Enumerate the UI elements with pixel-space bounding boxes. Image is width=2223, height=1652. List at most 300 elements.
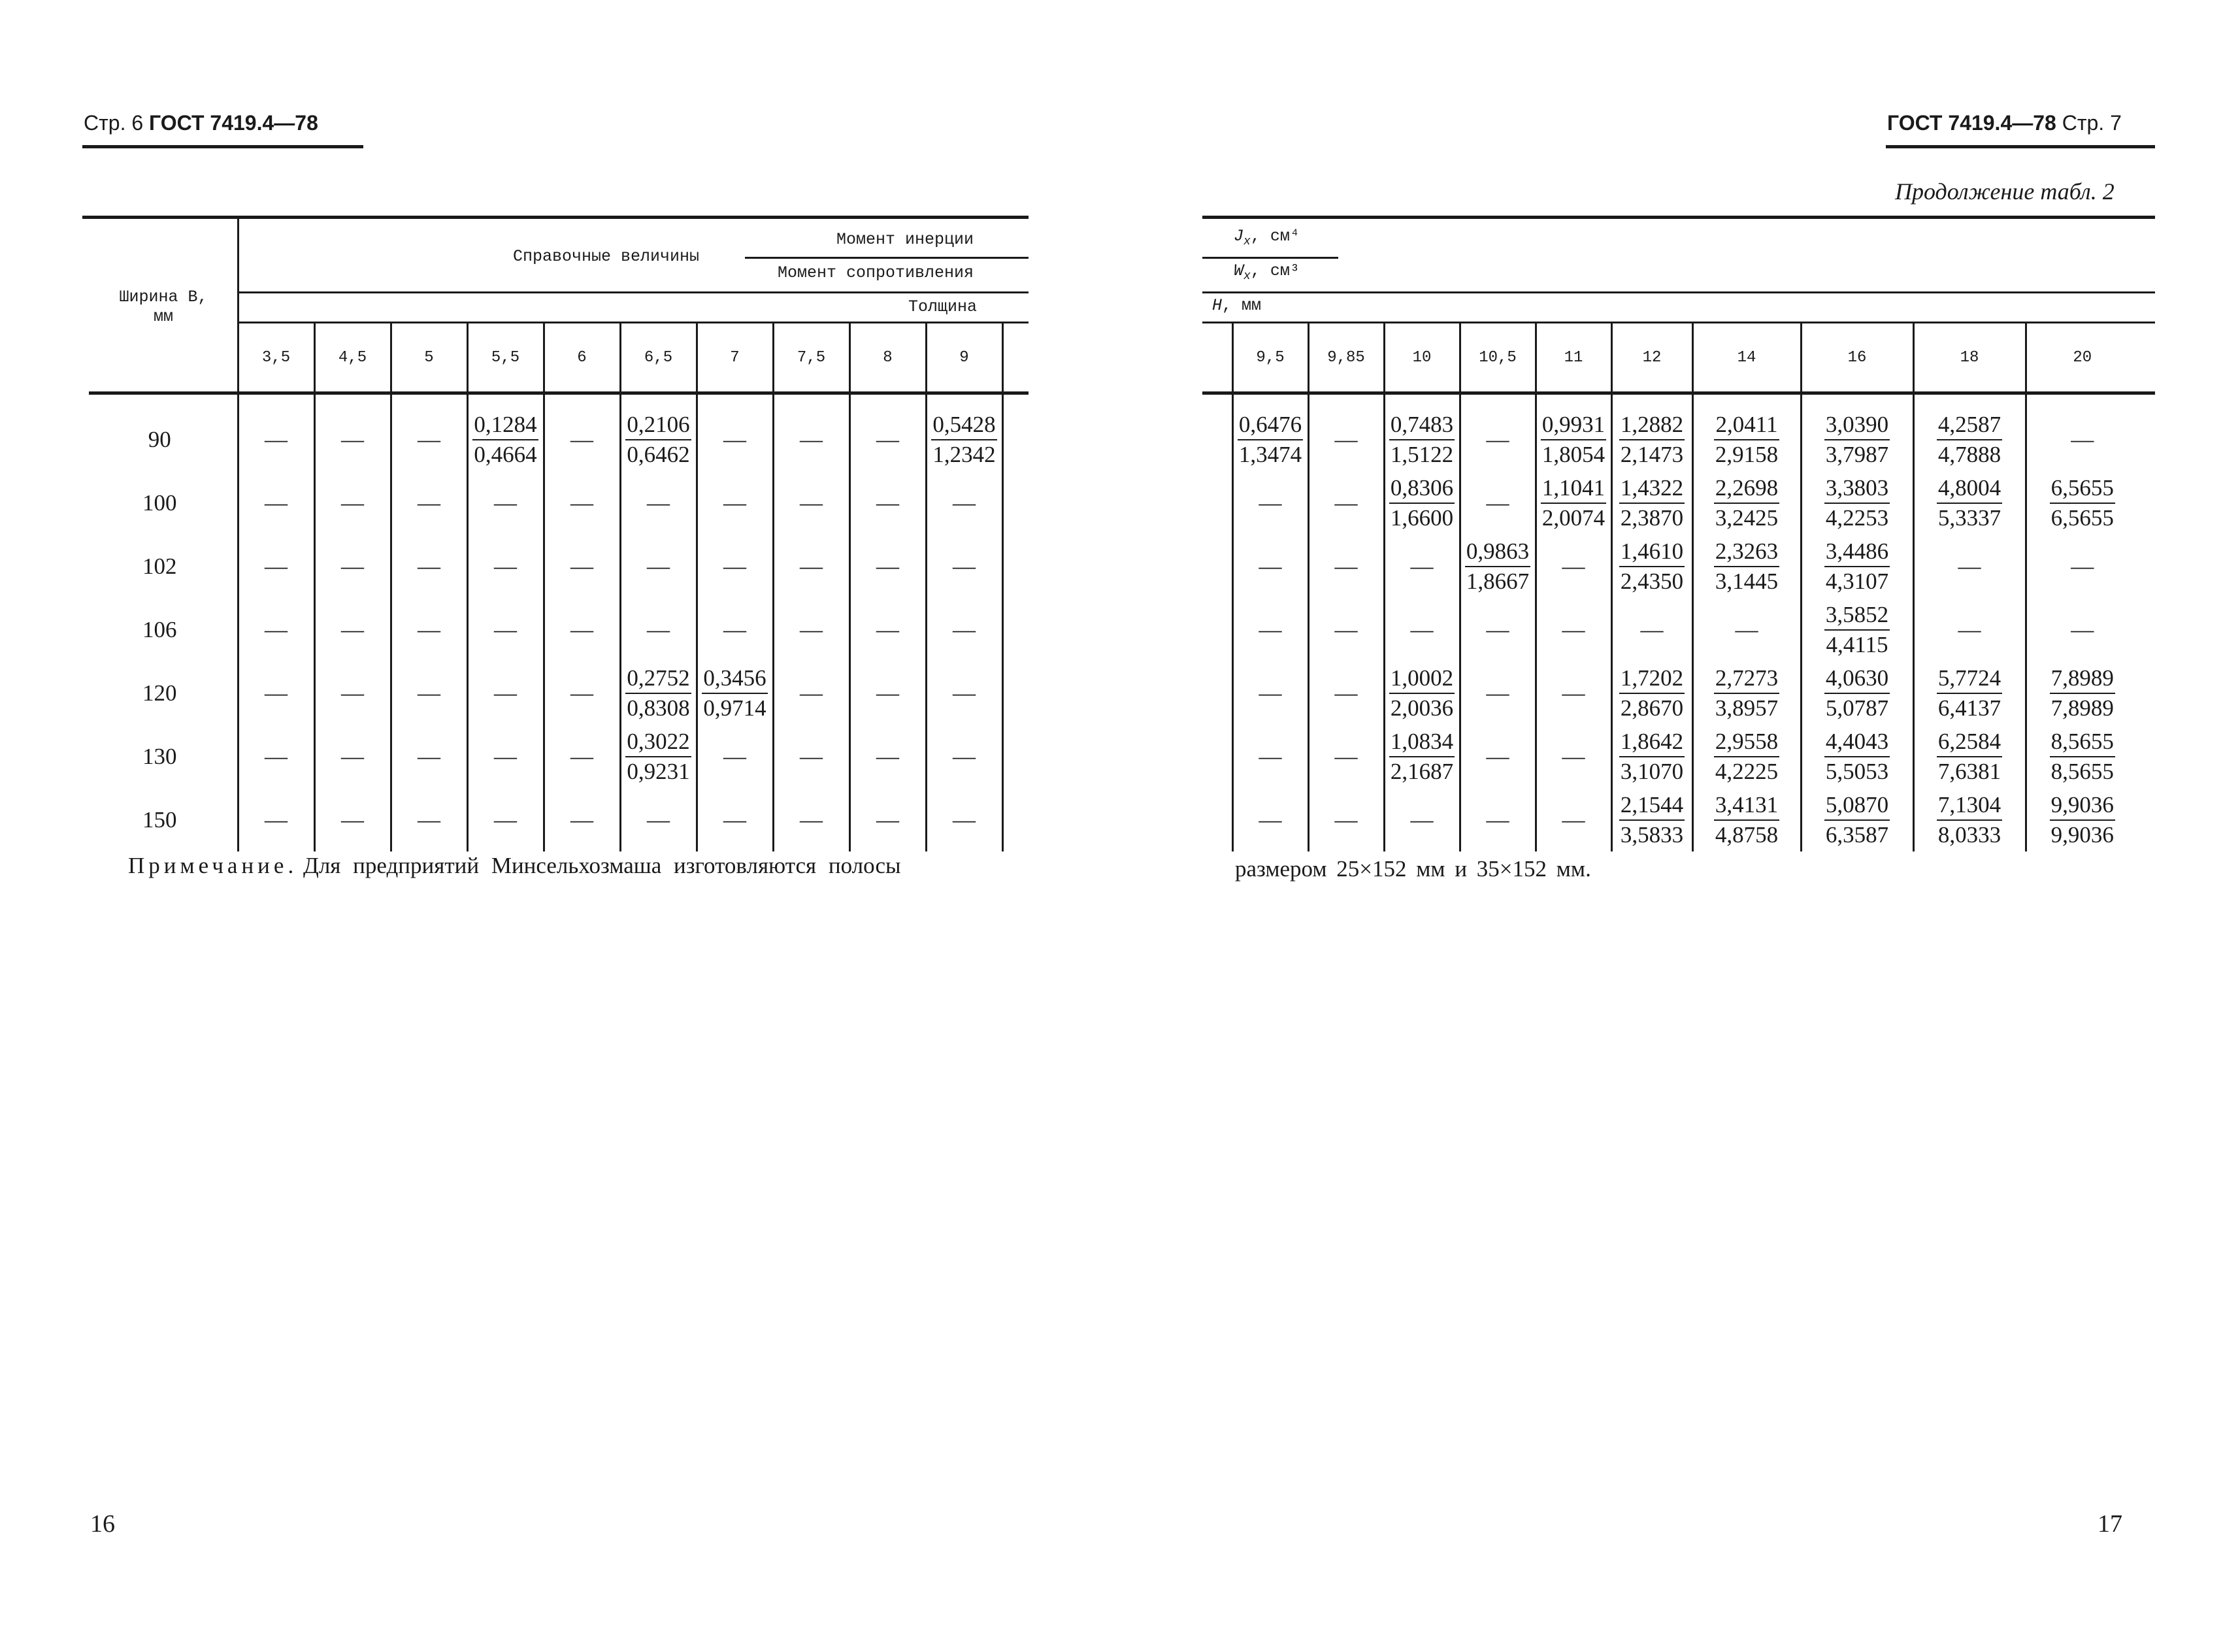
dash-value: — (647, 553, 670, 579)
dash-value: — (800, 426, 823, 452)
table-cell (1536, 535, 1611, 598)
dash-value: — (723, 489, 746, 516)
fraction-value (1937, 791, 2002, 850)
table-cell (467, 408, 544, 471)
dash-value: — (1410, 806, 1434, 833)
dash-value: — (265, 743, 288, 769)
fraction-value (1714, 791, 1779, 850)
dash-value: — (2071, 553, 2094, 579)
table-cell (1611, 788, 1692, 851)
table-cell (926, 408, 1002, 471)
table-cell (1611, 535, 1692, 598)
moment-resistance-value: 1,6600 (1390, 504, 1454, 531)
left-table (82, 323, 1029, 851)
table-row (1202, 725, 2155, 788)
fraction-value (1465, 537, 1530, 596)
table-cell (620, 598, 697, 661)
table-cell (1232, 535, 1308, 598)
note-text: Для предприятий Минсельхозмаша изготовляются полосы (303, 853, 901, 878)
table-cell (849, 408, 926, 471)
moment-inertia-value: 0,6476 (1238, 410, 1303, 440)
left-thickness: Толщина (908, 297, 978, 316)
fraction-value (1824, 664, 1890, 723)
table-cell (238, 598, 314, 661)
table-cell (1384, 598, 1460, 661)
dash-value: — (953, 616, 976, 642)
table-cell (391, 725, 467, 788)
fraction-value (472, 410, 538, 469)
moment-inertia-value: 3,0390 (1824, 410, 1890, 440)
right-page-suffix: Стр. 7 (2062, 111, 2122, 135)
moment-resistance-value: 2,1687 (1390, 758, 1454, 784)
moment-resistance-value: 0,4664 (474, 441, 537, 467)
table-cell (1384, 661, 1460, 725)
table-cell (1384, 788, 1460, 851)
right-jx-label: $J_x$, см⁴ (1234, 227, 1300, 248)
table-cell (467, 598, 544, 661)
row-width-label: 130 (142, 743, 177, 769)
moment-inertia-value: 0,2106 (625, 410, 691, 440)
dash-value: — (723, 806, 746, 833)
table-cell (1308, 598, 1384, 661)
table-cell (1308, 725, 1384, 788)
dash-value: — (1410, 553, 1434, 579)
dash-value: — (1562, 806, 1585, 833)
moment-inertia-value: 0,8306 (1389, 474, 1455, 504)
left-col-thickness: 5 (391, 323, 467, 393)
moment-inertia-value: 2,2698 (1714, 474, 1779, 504)
fraction-value (1389, 410, 1455, 469)
dash-value: — (800, 616, 823, 642)
table-cell (697, 661, 773, 725)
table-cell (1692, 725, 1801, 788)
fraction-value (1824, 537, 1890, 596)
dash-value: — (876, 680, 899, 706)
dash-value: — (265, 426, 288, 452)
table-cell (1913, 408, 2026, 471)
dash-value: — (723, 743, 746, 769)
moment-inertia-value: 2,1544 (1619, 791, 1685, 821)
dash-value: — (1486, 743, 1509, 769)
table-cell (544, 598, 620, 661)
moment-resistance-value: 1,5122 (1390, 441, 1454, 467)
dash-value: — (1486, 489, 1509, 516)
table-cell (1692, 661, 1801, 725)
dash-value: — (953, 806, 976, 833)
table-cell (1460, 535, 1536, 598)
right-col-header-row (1202, 323, 2155, 393)
moment-resistance-value: 2,0036 (1390, 695, 1454, 721)
table-cell (849, 788, 926, 851)
moment-inertia-value: 3,4131 (1714, 791, 1779, 821)
dash-value: — (1334, 553, 1358, 579)
table-cell (238, 661, 314, 725)
right-table (1202, 323, 2155, 851)
table-cell (1460, 408, 1536, 471)
table-cell (1232, 788, 1308, 851)
table-cell (544, 661, 620, 725)
dash-value: — (494, 616, 517, 642)
left-col-thickness: 6,5 (620, 323, 697, 393)
right-col-thickness: 9,85 (1308, 323, 1384, 393)
moment-resistance-value: 2,4350 (1620, 568, 1684, 594)
row-width-label: 150 (142, 806, 177, 833)
table-cell (1384, 725, 1460, 788)
moment-resistance-value: 5,3337 (1937, 504, 2001, 531)
left-col-thickness: 7 (697, 323, 773, 393)
dash-value: — (953, 680, 976, 706)
table-cell (773, 408, 849, 471)
dash-value: — (1334, 806, 1358, 833)
right-col-thickness: 10,5 (1460, 323, 1536, 393)
table-cell (1308, 408, 1384, 471)
dash-value: — (1334, 616, 1358, 642)
dash-value: — (265, 616, 288, 642)
table-cell (314, 788, 391, 851)
moment-inertia-value: 0,3022 (625, 727, 691, 757)
dash-value: — (1562, 743, 1585, 769)
table-cell (1692, 535, 1801, 598)
moment-inertia-value: 3,3803 (1824, 474, 1890, 504)
fraction-value (1937, 410, 2002, 469)
table-cell (2026, 471, 2138, 535)
dash-value: — (570, 743, 593, 769)
row-width-label: 102 (142, 553, 177, 579)
table-cell (620, 535, 697, 598)
right-page-header (1887, 111, 2122, 135)
moment-resistance-value: 7,6381 (1937, 758, 2001, 784)
dash-value: — (647, 489, 670, 516)
right-note-cont: размером 25×152 мм и 35×152 мм. (1235, 856, 1591, 882)
fraction-value (1619, 727, 1685, 786)
moment-inertia-value: 5,0870 (1824, 791, 1890, 821)
left-header-width: Ширина В, мм (119, 288, 208, 326)
table-cell (926, 471, 1002, 535)
left-col-thickness: 6 (544, 323, 620, 393)
right-jx-rule (1202, 257, 1338, 259)
moment-resistance-value: 0,8308 (627, 695, 690, 721)
table-cell (391, 598, 467, 661)
table-cell (697, 535, 773, 598)
left-page-gost: ГОСТ 7419.4—78 (149, 111, 318, 135)
fraction-value (1541, 474, 1606, 533)
right-wx-label: $W_x$, см³ (1234, 261, 1300, 283)
table-cell (620, 788, 697, 851)
dash-value: — (1259, 489, 1282, 516)
moment-resistance-value: 3,7987 (1825, 441, 1889, 467)
fraction-value (625, 664, 691, 723)
dash-value: — (570, 489, 593, 516)
fraction-value (1824, 601, 1890, 659)
fraction-value (1714, 410, 1779, 469)
right-wx-rule (1202, 291, 2155, 293)
row-width-label: 120 (142, 680, 177, 706)
moment-resistance-value: 3,2425 (1715, 504, 1779, 531)
moment-inertia-value: 1,0834 (1389, 727, 1455, 757)
dash-value: — (1334, 680, 1358, 706)
moment-inertia-value: 6,5655 (2050, 474, 2115, 504)
dash-value: — (418, 489, 440, 516)
table-cell (1536, 598, 1611, 661)
fraction-value (2050, 474, 2115, 533)
moment-inertia-value: 0,5428 (931, 410, 996, 440)
left-page-header (84, 111, 318, 135)
moment-resistance-value: 2,3870 (1620, 504, 1684, 531)
table-cell (1611, 471, 1692, 535)
table-cell (314, 535, 391, 598)
fraction-value (1619, 410, 1685, 469)
fraction-value (1714, 727, 1779, 786)
moment-inertia-value: 4,8004 (1937, 474, 2002, 504)
table-cell (2026, 661, 2138, 725)
dash-value: — (570, 426, 593, 452)
fraction-value (931, 410, 996, 469)
moment-inertia-value: 3,4486 (1824, 537, 1890, 567)
left-header-underline (82, 145, 363, 148)
dash-value: — (723, 426, 746, 452)
fraction-value (1619, 537, 1685, 596)
dash-value: — (570, 680, 593, 706)
dash-value: — (953, 743, 976, 769)
table-cell (1232, 598, 1308, 661)
fraction-value (702, 664, 767, 723)
table-row (82, 535, 1029, 598)
table-cell (1536, 788, 1611, 851)
table-row (1202, 535, 2155, 598)
dash-value: — (494, 489, 517, 516)
left-moment-inertia: Момент инерции (836, 230, 974, 249)
left-ref-values: Справочные величины (513, 247, 700, 266)
fraction-value (1714, 537, 1779, 596)
dash-value: — (1958, 616, 1981, 642)
table-cell (620, 661, 697, 725)
table-row (82, 661, 1029, 725)
moment-inertia-value: 0,9863 (1465, 537, 1530, 567)
dash-value: — (647, 806, 670, 833)
table-cell (773, 598, 849, 661)
moment-inertia-value: 1,8642 (1619, 727, 1685, 757)
table-cell (1801, 535, 1913, 598)
dash-value: — (1259, 616, 1282, 642)
left-col-thickness: 5,5 (467, 323, 544, 393)
moment-inertia-value: 7,1304 (1937, 791, 2002, 821)
left-col-thickness: 7,5 (773, 323, 849, 393)
fraction-value (1824, 791, 1890, 850)
table-cell (1801, 661, 1913, 725)
right-col-thickness: 12 (1611, 323, 1692, 393)
table-cell (1308, 661, 1384, 725)
table-cell (1536, 661, 1611, 725)
moment-inertia-value: 1,1041 (1541, 474, 1606, 504)
moment-resistance-value: 3,5833 (1620, 821, 1684, 848)
fraction-value (1389, 727, 1455, 786)
table-row (1202, 788, 2155, 851)
table-cell (1692, 788, 1801, 851)
moment-resistance-value: 4,2253 (1825, 504, 1889, 531)
dash-value: — (1562, 680, 1585, 706)
dash-value: — (570, 616, 593, 642)
table-cell (773, 471, 849, 535)
fraction-value (1937, 474, 2002, 533)
moment-resistance-value: 2,9158 (1715, 441, 1779, 467)
table-cell (1460, 471, 1536, 535)
moment-resistance-value: 0,9714 (703, 695, 766, 721)
moment-resistance-value: 2,0074 (1541, 504, 1606, 531)
table-cell (849, 661, 926, 725)
fraction-value (1541, 410, 1606, 469)
table-cell (314, 408, 391, 471)
fraction-value (1619, 664, 1685, 723)
fraction-value (1824, 727, 1890, 786)
dash-value: — (1334, 426, 1358, 452)
moment-resistance-value: 5,5053 (1825, 758, 1889, 784)
left-col-thickness: 4,5 (314, 323, 391, 393)
dash-value: — (418, 680, 440, 706)
moment-resistance-value: 6,5655 (2050, 504, 2114, 531)
moment-resistance-value: 6,3587 (1825, 821, 1889, 848)
table-row (82, 788, 1029, 851)
dash-value: — (800, 680, 823, 706)
table-cell (1801, 598, 1913, 661)
right-col-thickness: 9,5 (1232, 323, 1308, 393)
table-cell (926, 598, 1002, 661)
table-cell (467, 535, 544, 598)
table-cell (1232, 661, 1308, 725)
table-cell (1801, 725, 1913, 788)
table-cell (391, 408, 467, 471)
left-col-thickness: 8 (849, 323, 926, 393)
table-row (82, 598, 1029, 661)
dash-value: — (723, 616, 746, 642)
moment-inertia-value: 4,4043 (1824, 727, 1890, 757)
dash-value: — (647, 616, 670, 642)
table-cell (238, 725, 314, 788)
table-cell (2026, 788, 2138, 851)
table-cell (2026, 408, 2138, 471)
fraction-value (625, 410, 691, 469)
fraction-value (1389, 474, 1455, 533)
right-table-body (1202, 408, 2155, 851)
moment-resistance-value: 2,8670 (1620, 695, 1684, 721)
table-row (1202, 598, 2155, 661)
moment-resistance-value: 5,0787 (1825, 695, 1889, 721)
table-row (82, 471, 1029, 535)
table-cell (926, 661, 1002, 725)
dash-value: — (418, 553, 440, 579)
table-cell (391, 471, 467, 535)
table-cell (544, 725, 620, 788)
fraction-value (1824, 474, 1890, 533)
right-page-number: 17 (2098, 1510, 2122, 1538)
table-cell (1611, 661, 1692, 725)
table-cell (391, 535, 467, 598)
moment-inertia-value: 1,4322 (1619, 474, 1685, 504)
table-cell (467, 661, 544, 725)
moment-inertia-value: 2,3263 (1714, 537, 1779, 567)
table-cell (314, 598, 391, 661)
fraction-value (1714, 664, 1779, 723)
dash-value: — (1486, 616, 1509, 642)
fraction-value (625, 727, 691, 786)
table-cell (544, 471, 620, 535)
dash-value: — (800, 553, 823, 579)
dash-value: — (800, 743, 823, 769)
table-cell (467, 725, 544, 788)
moment-inertia-value: 4,0630 (1824, 664, 1890, 694)
table-cell (1611, 598, 1692, 661)
moment-resistance-value: 7,8989 (2050, 695, 2114, 721)
fraction-value (1937, 664, 2002, 723)
table-cell (467, 788, 544, 851)
row-width-label: 90 (148, 426, 171, 452)
moment-resistance-value: 8,0333 (1937, 821, 2001, 848)
table-cell (620, 725, 697, 788)
dash-value: — (1334, 489, 1358, 516)
dash-value: — (570, 553, 593, 579)
table-cell (1692, 408, 1801, 471)
right-h-label: H, мм (1212, 296, 1262, 315)
table-row (1202, 471, 2155, 535)
table-cell (238, 408, 314, 471)
table-cell (1232, 725, 1308, 788)
fraction-value (2050, 664, 2115, 723)
dash-value: — (876, 489, 899, 516)
table-cell (926, 788, 1002, 851)
left-col-header-row (82, 323, 1029, 393)
fraction-value (2050, 791, 2115, 850)
table-cell (697, 788, 773, 851)
dash-value: — (876, 806, 899, 833)
row-width-label: 100 (142, 489, 177, 516)
note-label: Примечание. (128, 853, 298, 878)
table-cell (1801, 788, 1913, 851)
moment-resistance-value: 3,1070 (1620, 758, 1684, 784)
fraction-value (1714, 474, 1779, 533)
table-cell (1692, 598, 1801, 661)
dash-value: — (418, 743, 440, 769)
left-header-vline (237, 219, 239, 323)
table-cell (1460, 598, 1536, 661)
dash-value: — (418, 806, 440, 833)
table-cell (314, 725, 391, 788)
left-page-number: 16 (90, 1510, 115, 1538)
right-col-thickness: 11 (1536, 323, 1611, 393)
fraction-value (1238, 410, 1303, 469)
left-moment-resistance-rule (239, 291, 1029, 293)
fraction-value (1389, 664, 1455, 723)
dash-value: — (265, 806, 288, 833)
right-continuation: Продолжение табл. 2 (1895, 178, 2115, 205)
table-cell (1611, 408, 1692, 471)
table-cell (926, 535, 1002, 598)
dash-value: — (494, 806, 517, 833)
fraction-value (1619, 474, 1685, 533)
table-cell (697, 408, 773, 471)
moment-inertia-value: 2,9558 (1714, 727, 1779, 757)
moment-resistance-value: 1,3474 (1238, 441, 1302, 467)
moment-resistance-value: 4,2225 (1715, 758, 1779, 784)
table-cell (1801, 408, 1913, 471)
right-table-top-rule (1202, 216, 2155, 219)
table-cell (238, 788, 314, 851)
moment-inertia-value: 4,2587 (1937, 410, 2002, 440)
table-row (82, 408, 1029, 471)
table-cell (467, 471, 544, 535)
dash-value: — (341, 743, 364, 769)
right-header-underline (1886, 145, 2155, 148)
left-col-thickness: 9 (926, 323, 1002, 393)
dash-value: — (876, 426, 899, 452)
